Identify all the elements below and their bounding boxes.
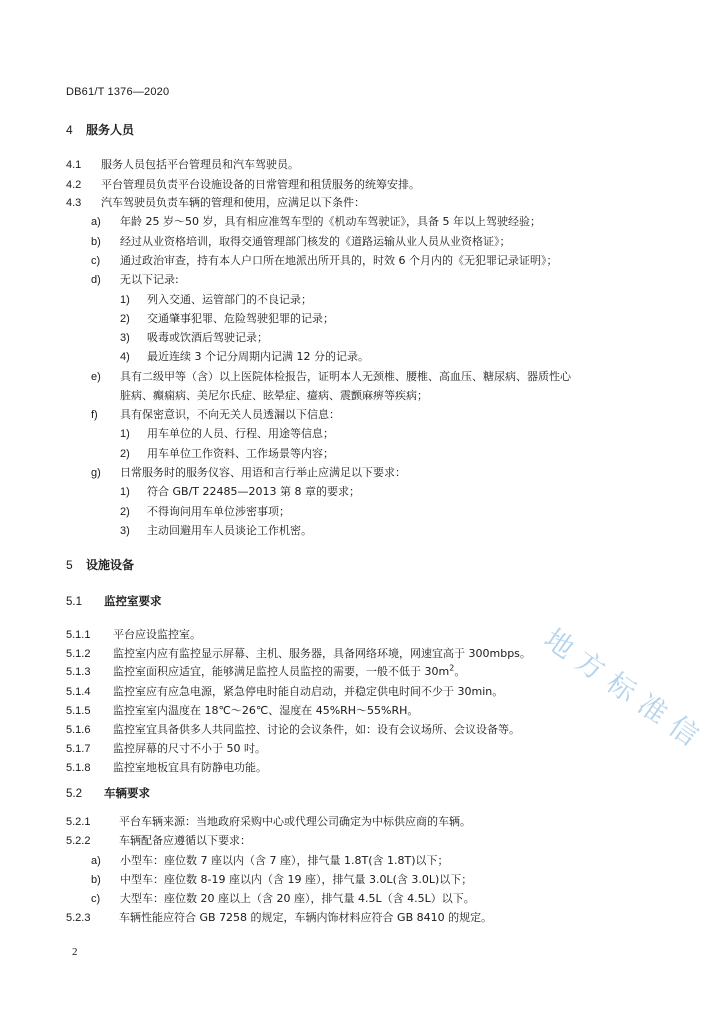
clause-text: 车辆配备应遵循以下要求： [119,834,251,847]
sub-item-label: 2) [120,313,130,325]
subsection-5-1-heading [66,593,162,609]
subsection-number: 5.1 [66,596,82,608]
clause-5-1-2 [66,645,531,661]
clause-number: 5.2.3 [66,912,91,924]
item-label: e) [91,371,101,383]
sub-item-d3 [120,329,268,345]
sub-item-label: 2) [120,506,130,518]
clause-4-2 [66,176,420,192]
page-number: 2 [72,946,78,958]
item-label: f) [91,409,98,421]
list-item-e [91,368,571,384]
sub-item-label: 1) [120,486,130,498]
clause-text: 平台车辆来源：当地政府采购中心或代理公司确定为中标供应商的车辆。 [119,815,471,828]
clause-text: 平台管理员负责平台设施设备的日常管理和租赁服务的统筹安排。 [101,178,420,191]
document-code-header: DB61/T 1376—2020 [66,86,170,98]
list-item-c [91,252,558,268]
clause-5-1-7 [66,740,266,756]
sub-item-text: 主动回避用车人员谈论工作机密。 [147,524,312,537]
list-item-d [91,271,179,287]
sub-item-text: 列入交通、运管部门的不良记录； [147,293,312,306]
clause-text: 监控室面积应适宜，能够满足监控人员监控的需要，一般不低于 30m [113,665,450,678]
clause-number: 5.1.3 [66,666,91,678]
clause-5-1-6 [66,721,520,737]
sub-item-label: 3) [120,332,130,344]
clause-text: 车辆性能应符合 GB 7258 的规定，车辆内饰材料应符合 GB 8410 的规定。 [119,911,493,924]
item-label: b) [91,236,101,248]
clause-number: 5.2.2 [66,835,91,847]
item-text: 经过从业资格培训，取得交通管理部门核发的《道路运输从业人员从业资格证》； [120,235,511,248]
sub-item-g3 [120,522,312,538]
clause-number: 4.2 [66,179,82,191]
sub-item-g1 [120,483,360,499]
clause-text: 服务人员包括平台管理员和汽车驾驶员。 [101,158,299,171]
sub-item-d4 [120,348,369,364]
clause-number: 4.1 [66,159,82,171]
superscript: 2 [449,663,455,673]
subsection-5-2-heading [66,785,150,801]
section-title: 服务人员 [86,123,135,137]
clause-number: 5.1.4 [66,686,91,698]
clause-5-2-3 [66,909,492,925]
sub-item-f1 [120,425,334,441]
sub-item-text: 不得询问用车单位涉密事项； [147,505,290,518]
item-text: 小型车：座位数 7 座以内（含 7 座），排气量 1.8T(含 1.8T)以下； [120,854,449,867]
subsection-title: 车辆要求 [104,786,150,800]
sub-item-label: 1) [120,428,130,440]
list-item-f [91,406,340,422]
clause-5-1-4 [66,683,503,699]
clause-text: 平台应设监控室。 [113,628,201,641]
clause-text-tail: 。 [454,665,466,678]
clause-number: 5.1.7 [66,743,91,755]
section-number: 4 [66,123,73,137]
list-item-5-2-2-b [91,871,472,887]
clause-text: 监控室应有应急电源，紧急停电时能自动启动，并稳定供电时间不少于 30min。 [113,685,504,698]
item-label: c) [91,893,101,905]
list-item-b [91,233,511,249]
list-item-g [91,464,406,480]
item-label: d) [91,274,101,286]
clause-number: 5.1.5 [66,705,91,717]
sub-item-g2 [120,503,290,519]
subsection-title: 监控室要求 [104,594,162,608]
clause-number: 5.1.8 [66,762,91,774]
clause-5-1-1 [66,626,201,642]
watermark-text: 地方标准信 [538,622,713,759]
sub-item-d1 [120,291,312,307]
sub-item-text: 用车单位工作资料、工作场景等内容； [147,447,334,460]
section-number: 5 [66,558,73,572]
section-4-heading [66,121,134,138]
sub-item-label: 2) [120,448,130,460]
item-text: 大型车：座位数 20 座以上（含 20 座），排气量 4.5L（含 4.5L）以下。 [120,892,475,905]
clause-number: 4.3 [66,197,82,209]
item-text: 具有保密意识，不向无关人员透漏以下信息： [120,408,340,421]
clause-5-1-8 [66,759,267,775]
sub-item-text: 交通肇事犯罪、危险驾驶犯罪的记录； [147,312,334,325]
item-text: 日常服务时的服务仪容、用语和言行举止应满足以下要求： [120,466,406,479]
item-label: c) [91,255,101,267]
clause-text: 监控室室内温度在 18℃～26℃、湿度在 45%RH～55%RH。 [113,704,419,717]
item-label: a) [91,216,101,228]
sub-item-label: 1) [120,294,130,306]
item-label: b) [91,874,101,886]
clause-4-1 [66,156,299,172]
item-text: 中型车：座位数 8-19 座以内（含 19 座），排气量 3.0L(含 3.0L)以下； [120,873,473,886]
clause-5-1-5 [66,702,418,718]
item-text: 无以下记录: [120,273,179,286]
clause-text: 监控屏幕的尺寸不小于 50 吋。 [113,742,266,755]
section-5-heading [66,556,134,573]
sub-item-d2 [120,310,334,326]
section-title: 设施设备 [86,558,135,572]
clause-4-3 [66,194,365,210]
clause-text: 监控室内应有监控显示屏幕、主机、服务器，具备网络环境，网速宜高于 300mbps。 [113,647,531,660]
clause-5-1-3 [66,663,465,679]
sub-item-label: 3) [120,525,130,537]
list-item-a [91,213,541,229]
sub-item-text: 符合 GB/T 22485—2013 第 8 章的要求； [147,485,360,498]
item-text: 年龄 25 岁～50 岁，具有相应准驾车型的《机动车驾驶证》，具备 5 年以上驾驶经验； [120,215,541,228]
list-item-5-2-2-c [91,890,475,906]
clause-text: 监控室地板宜具有防静电功能。 [113,761,267,774]
item-text: 具有二级甲等（含）以上医院体检报告，证明本人无颈椎、腰椎、高血压、糖尿病、器质性心 [120,370,571,383]
clause-number: 5.2.1 [66,816,91,828]
clause-number: 5.1.1 [66,629,91,641]
list-item-5-2-2-a [91,852,448,868]
clause-text: 汽车驾驶员负责车辆的管理和使用，应满足以下条件： [101,196,365,209]
sub-item-text: 吸毒或饮酒后驾驶记录； [147,331,268,344]
clause-number: 5.1.2 [66,648,91,660]
sub-item-f2 [120,445,334,461]
sub-item-text: 用车单位的人员、行程、用途等信息； [147,427,334,440]
clause-number: 5.1.6 [66,724,91,736]
clause-text: 监控室宜具备供多人共同监控、讨论的会议条件，如：设有会议场所、会议设备等。 [113,723,520,736]
subsection-number: 5.2 [66,788,82,800]
clause-5-2-1 [66,813,471,829]
item-text: 通过政治审查，持有本人户口所在地派出所开具的，时效 6 个月内的《无犯罪记录证明》； [120,254,558,267]
list-item-e-continuation: 脏病、癫痫病、美尼尔氏症、眩晕症、癔病、震颤麻痹等疾病； [120,389,428,402]
clause-5-2-2 [66,832,251,848]
sub-item-text: 最近连续 3 个记分周期内记满 12 分的记录。 [147,350,369,363]
item-label: a) [91,855,101,867]
sub-item-label: 4) [120,351,130,363]
item-label: g) [91,467,101,479]
